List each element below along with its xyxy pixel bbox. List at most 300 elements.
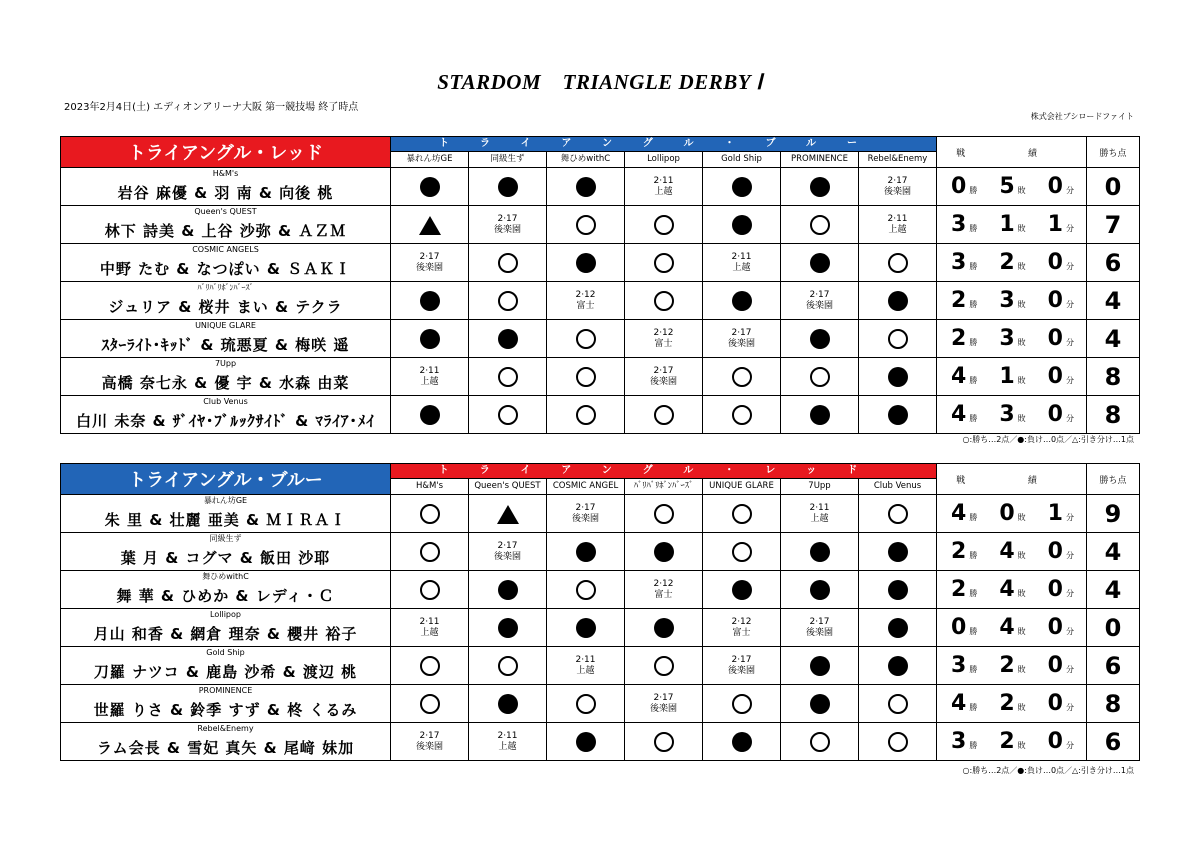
result-cell xyxy=(859,533,937,571)
match-date: 2·11 xyxy=(653,175,674,186)
loss-dot-icon xyxy=(732,732,752,752)
result-cell xyxy=(703,320,781,358)
scheduled-match xyxy=(781,290,858,312)
draw-unit: 分 xyxy=(1065,513,1074,522)
match-venue: 後楽園 xyxy=(805,627,833,638)
win-circle-icon xyxy=(732,542,752,562)
win-circle-icon xyxy=(732,504,752,524)
blue-team-header: トライアングル・ブルー xyxy=(61,464,391,495)
match-date: 2·12 xyxy=(653,578,674,589)
result-cell xyxy=(859,320,937,358)
result-cell xyxy=(781,495,859,533)
scheduled-match xyxy=(625,693,702,715)
draws-count: 0 xyxy=(1047,653,1063,678)
win-circle-icon xyxy=(498,656,518,676)
team-cell xyxy=(61,168,391,206)
team-row xyxy=(61,168,1140,206)
result-cell xyxy=(625,320,703,358)
loss-unit: 敗 xyxy=(1017,703,1026,712)
wins-count: 3 xyxy=(951,729,967,754)
wins-count: 3 xyxy=(951,653,967,678)
points-cell: 8 xyxy=(1087,396,1140,434)
wins-count: 2 xyxy=(951,577,967,602)
scheduled-match xyxy=(469,214,546,236)
record-cell xyxy=(937,495,1087,533)
member-names: 舞 華 & ひめか & レディ・Ｃ xyxy=(116,587,335,605)
points-cell: 4 xyxy=(1087,533,1140,571)
wins-count: 0 xyxy=(951,615,967,640)
win-circle-icon xyxy=(420,542,440,562)
win-circle-icon xyxy=(576,694,596,714)
opponent-column-header: 同級生ず xyxy=(469,152,547,168)
loss-dot-icon xyxy=(576,618,596,638)
match-venue: 上越 xyxy=(420,627,439,638)
match-date: 2·17 xyxy=(809,616,830,627)
result-cell xyxy=(703,609,781,647)
result-cell xyxy=(625,533,703,571)
unit-name: Queen's QUEST xyxy=(194,207,257,216)
win-circle-icon xyxy=(576,329,596,349)
result-cell xyxy=(391,282,469,320)
draws-count: 0 xyxy=(1047,174,1063,199)
loss-dot-icon xyxy=(576,253,596,273)
result-cell xyxy=(781,647,859,685)
result-cell xyxy=(469,571,547,609)
points-cell: 6 xyxy=(1087,244,1140,282)
member-names: 葉 月 & コグマ & 飯田 沙耶 xyxy=(120,549,331,567)
loss-unit: 敗 xyxy=(1017,741,1026,750)
member-names: 月山 和香 & 網倉 理奈 & 櫻井 裕子 xyxy=(93,625,358,643)
losses-count: 2 xyxy=(999,729,1015,754)
win-circle-icon xyxy=(888,253,908,273)
result-cell xyxy=(625,358,703,396)
loss-dot-icon xyxy=(810,177,830,197)
opponent-column-header: Gold Ship xyxy=(703,152,781,168)
result-cell xyxy=(703,206,781,244)
record-cell xyxy=(937,609,1087,647)
team-row xyxy=(61,495,1140,533)
scheduled-match xyxy=(625,366,702,388)
loss-dot-icon xyxy=(498,618,518,638)
win-unit: 勝 xyxy=(969,224,978,233)
loss-unit: 敗 xyxy=(1017,376,1026,385)
win-unit: 勝 xyxy=(969,551,978,560)
loss-dot-icon xyxy=(810,329,830,349)
record-header: 戦 績 xyxy=(937,137,1087,168)
result-cell xyxy=(469,396,547,434)
win-unit: 勝 xyxy=(969,513,978,522)
match-date: 2·11 xyxy=(731,251,752,262)
result-cell xyxy=(859,609,937,647)
result-cell xyxy=(625,723,703,761)
points-header: 勝ち点 xyxy=(1087,464,1140,495)
win-circle-icon xyxy=(576,215,596,235)
result-cell xyxy=(469,168,547,206)
loss-dot-icon xyxy=(576,177,596,197)
unit-name: ﾊﾞﾘﾊﾞﾘﾎﾞﾝﾊﾞｰｽﾞ xyxy=(197,283,254,292)
win-circle-icon xyxy=(420,694,440,714)
points-cell: 8 xyxy=(1087,358,1140,396)
result-cell xyxy=(391,168,469,206)
opponent-column-header: PROMINENCE xyxy=(781,152,859,168)
team-cell xyxy=(61,358,391,396)
unit-name: Rebel&Enemy xyxy=(197,724,254,733)
result-cell xyxy=(469,609,547,647)
loss-dot-icon xyxy=(810,253,830,273)
record-cell xyxy=(937,396,1087,434)
draws-count: 1 xyxy=(1047,212,1063,237)
team-cell xyxy=(61,609,391,647)
win-circle-icon xyxy=(420,580,440,600)
result-cell xyxy=(703,723,781,761)
loss-dot-icon xyxy=(888,656,908,676)
loss-dot-icon xyxy=(810,580,830,600)
scheduled-match xyxy=(703,617,780,639)
result-cell xyxy=(547,168,625,206)
result-cell xyxy=(859,358,937,396)
scheduled-match xyxy=(703,328,780,350)
wins-count: 3 xyxy=(951,212,967,237)
loss-dot-icon xyxy=(732,291,752,311)
result-cell xyxy=(469,533,547,571)
wins-count: 3 xyxy=(951,250,967,275)
draws-count: 0 xyxy=(1047,250,1063,275)
opponent-column-header: UNIQUE GLARE xyxy=(703,479,781,495)
team-cell xyxy=(61,244,391,282)
win-circle-icon xyxy=(498,405,518,425)
record-cell xyxy=(937,723,1087,761)
win-unit: 勝 xyxy=(969,186,978,195)
match-date: 2·11 xyxy=(887,213,908,224)
result-cell xyxy=(625,647,703,685)
team-row xyxy=(61,685,1140,723)
team-cell xyxy=(61,685,391,723)
blue-standings-table xyxy=(60,463,1140,761)
points-cell: 7 xyxy=(1087,206,1140,244)
match-venue: 後楽園 xyxy=(884,186,912,197)
result-cell xyxy=(547,396,625,434)
win-circle-icon xyxy=(732,367,752,387)
match-date: 2·11 xyxy=(575,654,596,665)
draws-count: 0 xyxy=(1047,326,1063,351)
draw-unit: 分 xyxy=(1065,627,1074,636)
red-standings-table xyxy=(60,136,1140,434)
result-cell xyxy=(703,571,781,609)
loss-dot-icon xyxy=(498,694,518,714)
win-circle-icon xyxy=(654,656,674,676)
record-cell xyxy=(937,282,1087,320)
result-cell xyxy=(391,723,469,761)
win-circle-icon xyxy=(888,732,908,752)
unit-name: 同級生ず xyxy=(209,534,242,543)
draw-triangle-icon xyxy=(497,505,519,524)
result-cell xyxy=(859,647,937,685)
loss-dot-icon xyxy=(888,291,908,311)
win-circle-icon xyxy=(732,405,752,425)
win-circle-icon xyxy=(576,367,596,387)
loss-dot-icon xyxy=(498,329,518,349)
match-venue: 上越 xyxy=(654,186,673,197)
points-cell: 0 xyxy=(1087,609,1140,647)
member-names: 世羅 りさ & 鈴季 すず & 柊 くるみ xyxy=(93,701,358,719)
result-cell xyxy=(781,723,859,761)
record-header: 戦 績 xyxy=(937,464,1087,495)
draw-unit: 分 xyxy=(1065,262,1074,271)
team-row xyxy=(61,396,1140,434)
draw-unit: 分 xyxy=(1065,300,1074,309)
points-cell: 0 xyxy=(1087,168,1140,206)
scheduled-match xyxy=(547,655,624,677)
losses-count: 2 xyxy=(999,653,1015,678)
loss-dot-icon xyxy=(810,405,830,425)
loss-dot-icon xyxy=(420,177,440,197)
unit-name: 暴れん坊GE xyxy=(203,496,248,505)
match-date: 2·17 xyxy=(419,730,440,741)
member-names: 林下 詩美 & 上谷 沙弥 & ＡＺＭ xyxy=(104,222,347,240)
match-venue: 富士 xyxy=(654,589,673,600)
red-opponent-header: トライアングル・レッド xyxy=(391,464,937,479)
scheduled-match xyxy=(703,252,780,274)
loss-dot-icon xyxy=(888,618,908,638)
team-row xyxy=(61,282,1140,320)
draw-unit: 分 xyxy=(1065,703,1074,712)
scheduled-match xyxy=(625,328,702,350)
result-cell xyxy=(547,495,625,533)
match-date: 2·17 xyxy=(419,251,440,262)
wins-count: 4 xyxy=(951,691,967,716)
match-date: 2·17 xyxy=(731,654,752,665)
draw-unit: 分 xyxy=(1065,741,1074,750)
opponent-column-header: ﾊﾞﾘﾊﾞﾘﾎﾞﾝﾊﾞｰｽﾞ xyxy=(625,479,703,495)
match-date: 2·11 xyxy=(419,616,440,627)
member-names: 岩谷 麻優 & 羽 南 & 向後 桃 xyxy=(117,184,334,202)
team-row xyxy=(61,571,1140,609)
team-row xyxy=(61,358,1140,396)
scheduled-match xyxy=(625,176,702,198)
result-cell xyxy=(547,723,625,761)
result-cell xyxy=(859,206,937,244)
win-circle-icon xyxy=(654,405,674,425)
match-date: 2·17 xyxy=(497,540,518,551)
draws-count: 1 xyxy=(1047,501,1063,526)
team-cell xyxy=(61,396,391,434)
result-cell xyxy=(625,168,703,206)
team-row xyxy=(61,206,1140,244)
result-cell xyxy=(547,647,625,685)
match-date: 2·12 xyxy=(575,289,596,300)
result-cell xyxy=(547,685,625,723)
loss-unit: 敗 xyxy=(1017,513,1026,522)
result-cell xyxy=(859,244,937,282)
subtitle: 2023年2月4日(土) エディオンアリーナ大阪 第一競技場 終了時点 xyxy=(64,102,359,113)
match-date: 2·11 xyxy=(497,730,518,741)
points-cell: 6 xyxy=(1087,723,1140,761)
win-unit: 勝 xyxy=(969,300,978,309)
opponent-column-header: Club Venus xyxy=(859,479,937,495)
loss-dot-icon xyxy=(888,367,908,387)
match-venue: 後楽園 xyxy=(493,224,521,235)
match-venue: 上越 xyxy=(888,224,907,235)
team-row xyxy=(61,320,1140,358)
match-venue: 上越 xyxy=(498,741,517,752)
losses-count: 3 xyxy=(999,402,1015,427)
match-venue: 後楽園 xyxy=(727,338,755,349)
draws-count: 0 xyxy=(1047,577,1063,602)
match-date: 2·12 xyxy=(653,327,674,338)
unit-name: COSMIC ANGELS xyxy=(192,245,259,254)
loss-dot-icon xyxy=(498,177,518,197)
match-venue: 後楽園 xyxy=(571,513,599,524)
result-cell xyxy=(547,533,625,571)
opponent-column-header: Queen's QUEST xyxy=(469,479,547,495)
member-names: ｽﾀｰﾗｲﾄ･ｷｯﾄﾞ & 琉悪夏 & 梅咲 遥 xyxy=(101,336,350,354)
loss-dot-icon xyxy=(654,618,674,638)
draws-count: 0 xyxy=(1047,364,1063,389)
team-cell xyxy=(61,282,391,320)
unit-name: 7Upp xyxy=(214,359,237,368)
loss-dot-icon xyxy=(810,656,830,676)
win-circle-icon xyxy=(576,580,596,600)
result-cell xyxy=(469,358,547,396)
member-names: ラム会長 & 雪妃 真矢 & 尾﨑 妹加 xyxy=(96,739,355,757)
match-venue: 富士 xyxy=(576,300,595,311)
win-circle-icon xyxy=(888,694,908,714)
unit-name: 舞ひめwithC xyxy=(202,572,249,581)
match-venue: 上越 xyxy=(810,513,829,524)
win-unit: 勝 xyxy=(969,376,978,385)
result-cell xyxy=(781,320,859,358)
member-names: 刀羅 ナツコ & 鹿島 沙希 & 渡辺 桃 xyxy=(93,663,358,681)
loss-unit: 敗 xyxy=(1017,414,1026,423)
scheduled-match xyxy=(859,176,936,198)
loss-dot-icon xyxy=(888,542,908,562)
red-team-header: トライアングル・レッド xyxy=(61,137,391,168)
unit-name: UNIQUE GLARE xyxy=(195,321,256,330)
result-cell xyxy=(859,396,937,434)
losses-count: 0 xyxy=(999,501,1015,526)
result-cell xyxy=(703,168,781,206)
points-cell: 4 xyxy=(1087,320,1140,358)
loss-unit: 敗 xyxy=(1017,627,1026,636)
win-circle-icon xyxy=(888,329,908,349)
scheduled-match xyxy=(391,366,468,388)
result-cell xyxy=(469,320,547,358)
result-cell xyxy=(781,533,859,571)
team-cell xyxy=(61,723,391,761)
result-cell xyxy=(703,282,781,320)
losses-count: 1 xyxy=(999,364,1015,389)
scheduled-match xyxy=(781,617,858,639)
match-venue: 後楽園 xyxy=(727,665,755,676)
result-cell xyxy=(625,685,703,723)
match-venue: 後楽園 xyxy=(493,551,521,562)
draws-count: 0 xyxy=(1047,539,1063,564)
result-cell xyxy=(859,723,937,761)
record-cell xyxy=(937,358,1087,396)
unit-name: H&M's xyxy=(212,169,239,178)
result-cell xyxy=(703,358,781,396)
result-cell xyxy=(703,495,781,533)
points-cell: 4 xyxy=(1087,571,1140,609)
win-unit: 勝 xyxy=(969,741,978,750)
scheduled-match xyxy=(625,579,702,601)
loss-unit: 敗 xyxy=(1017,186,1026,195)
draws-count: 0 xyxy=(1047,615,1063,640)
draw-unit: 分 xyxy=(1065,589,1074,598)
result-cell xyxy=(781,685,859,723)
loss-dot-icon xyxy=(576,732,596,752)
loss-dot-icon xyxy=(810,542,830,562)
loss-dot-icon xyxy=(420,405,440,425)
result-cell xyxy=(781,609,859,647)
win-circle-icon xyxy=(498,253,518,273)
points-cell: 9 xyxy=(1087,495,1140,533)
win-circle-icon xyxy=(888,504,908,524)
loss-unit: 敗 xyxy=(1017,262,1026,271)
draw-triangle-icon xyxy=(419,216,441,235)
match-date: 2·17 xyxy=(575,502,596,513)
loss-dot-icon xyxy=(654,542,674,562)
scheduled-match xyxy=(469,541,546,563)
result-cell xyxy=(547,282,625,320)
opponent-column-header: 暴れん坊GE xyxy=(391,152,469,168)
match-venue: 後楽園 xyxy=(649,376,677,387)
match-date: 2·12 xyxy=(731,616,752,627)
team-cell xyxy=(61,571,391,609)
match-date: 2·17 xyxy=(653,692,674,703)
scheduled-match xyxy=(469,731,546,753)
wins-count: 0 xyxy=(951,174,967,199)
draws-count: 0 xyxy=(1047,729,1063,754)
scheduled-match xyxy=(859,214,936,236)
result-cell xyxy=(391,647,469,685)
loss-unit: 敗 xyxy=(1017,589,1026,598)
draw-unit: 分 xyxy=(1065,338,1074,347)
points-header: 勝ち点 xyxy=(1087,137,1140,168)
opponent-column-header: Lollipop xyxy=(625,152,703,168)
opponent-column-header: COSMIC ANGEL xyxy=(547,479,625,495)
loss-dot-icon xyxy=(732,215,752,235)
win-circle-icon xyxy=(810,215,830,235)
losses-count: 4 xyxy=(999,615,1015,640)
scheduled-match xyxy=(703,655,780,677)
legend: ○:勝ち…2点／●:負け…0点／△:引き分け…1点 xyxy=(962,435,1134,444)
publisher: 株式会社ブシロードファイト xyxy=(1030,112,1134,121)
losses-count: 5 xyxy=(999,174,1015,199)
match-venue: 富士 xyxy=(654,338,673,349)
match-venue: 後楽園 xyxy=(415,741,443,752)
result-cell xyxy=(781,396,859,434)
losses-count: 3 xyxy=(999,288,1015,313)
record-cell xyxy=(937,168,1087,206)
result-cell xyxy=(469,647,547,685)
result-cell xyxy=(859,495,937,533)
result-cell xyxy=(547,320,625,358)
record-cell xyxy=(937,571,1087,609)
result-cell xyxy=(469,244,547,282)
record-cell xyxy=(937,320,1087,358)
loss-unit: 敗 xyxy=(1017,551,1026,560)
draws-count: 0 xyxy=(1047,402,1063,427)
result-cell xyxy=(547,206,625,244)
blue-opponent-header: トライアングル・ブルー xyxy=(391,137,937,152)
team-cell xyxy=(61,647,391,685)
win-circle-icon xyxy=(498,291,518,311)
match-venue: 後楽園 xyxy=(805,300,833,311)
points-cell: 4 xyxy=(1087,282,1140,320)
match-venue: 後楽園 xyxy=(649,703,677,714)
losses-count: 2 xyxy=(999,691,1015,716)
